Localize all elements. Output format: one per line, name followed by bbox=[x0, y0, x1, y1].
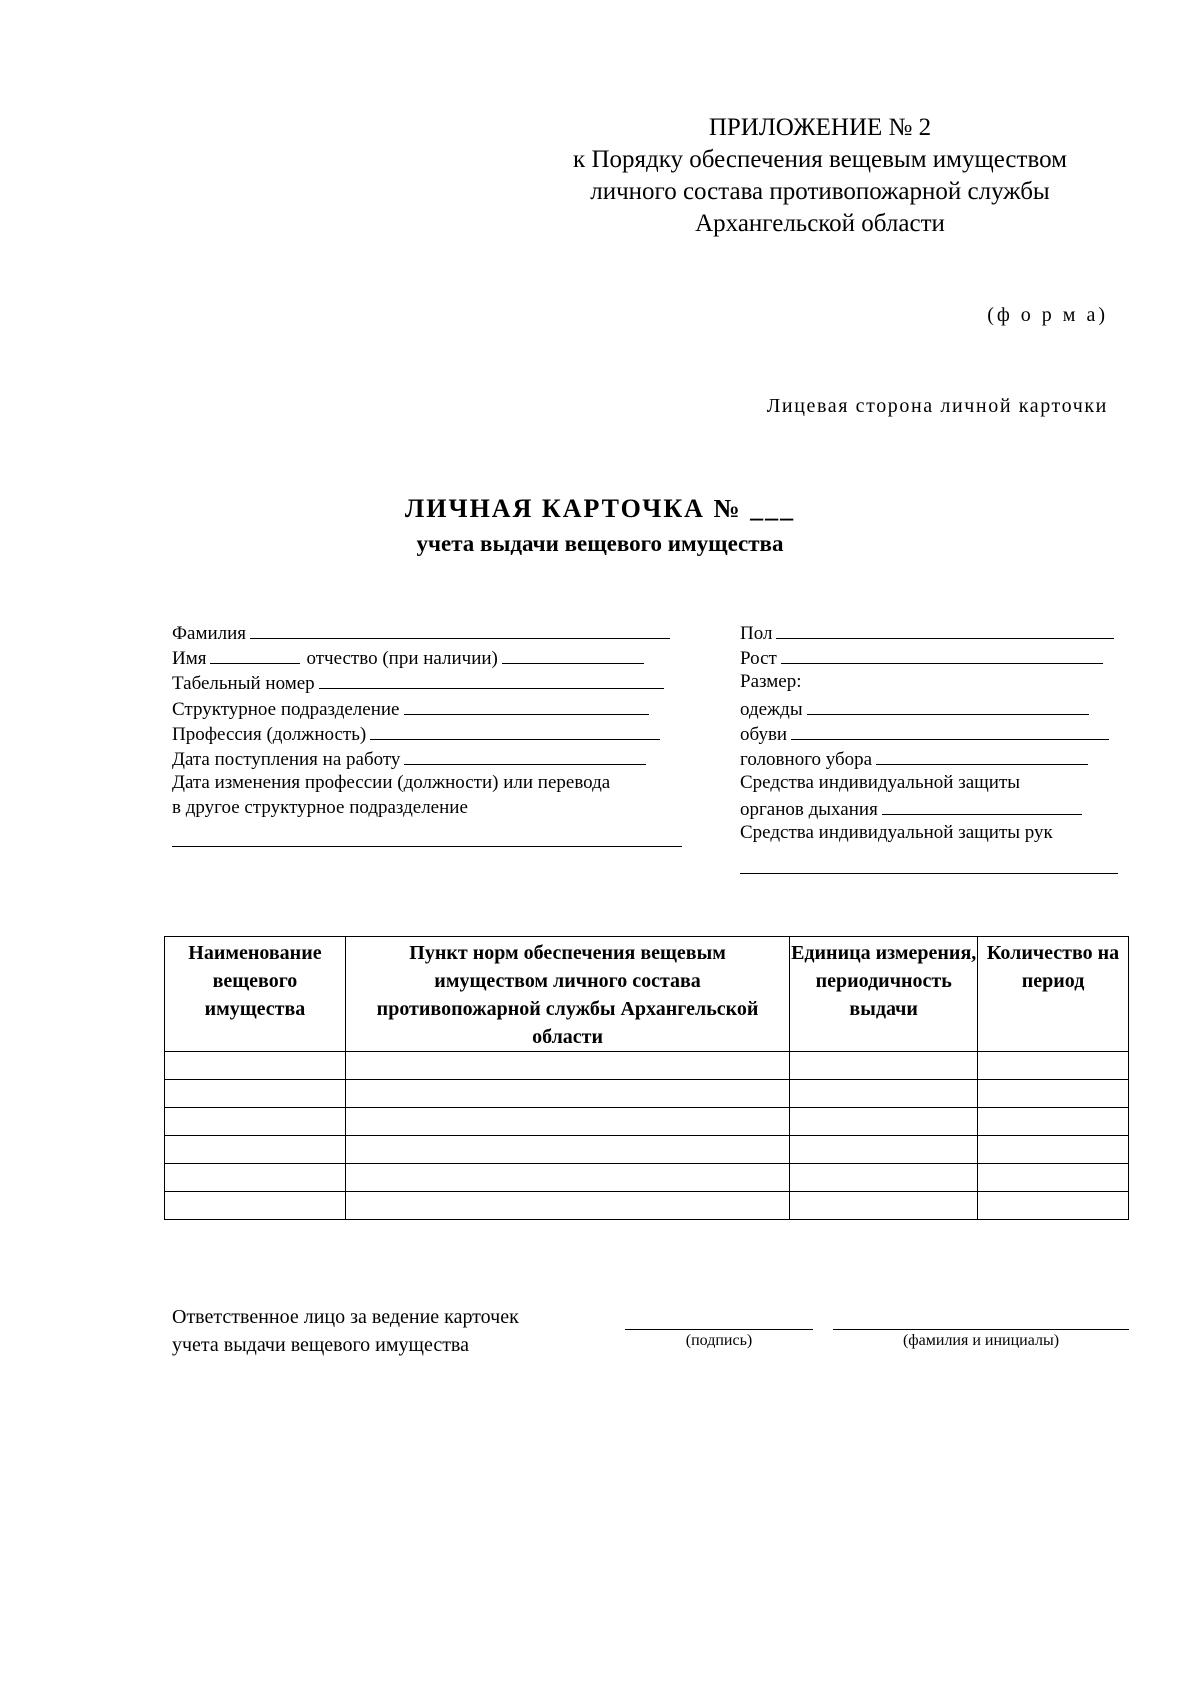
table-cell[interactable] bbox=[790, 1108, 978, 1136]
table-cell[interactable] bbox=[165, 1080, 346, 1108]
surname-field bbox=[172, 620, 670, 645]
height-label: Рост bbox=[740, 648, 777, 669]
division-label: Структурное подразделение bbox=[172, 699, 400, 720]
table-cell[interactable] bbox=[978, 1136, 1129, 1164]
table-cell[interactable] bbox=[345, 1052, 789, 1080]
height-line[interactable] bbox=[781, 645, 1103, 664]
headwear-field bbox=[740, 746, 1088, 771]
change-date-label-1: Дата изменения профессии (должности) или перевода bbox=[172, 772, 611, 793]
table-cell[interactable] bbox=[790, 1164, 978, 1192]
hand-protection-label: Средства индивидуальной защиты рук bbox=[740, 822, 1053, 843]
start-date-label: Дата поступления на работу bbox=[172, 749, 401, 770]
table-cell[interactable] bbox=[978, 1108, 1129, 1136]
table-row bbox=[165, 1080, 1129, 1108]
card-title: ЛИЧНАЯ КАРТОЧКА № ___ bbox=[404, 494, 796, 523]
table-row bbox=[165, 1192, 1129, 1220]
size-label: Размер: bbox=[740, 671, 802, 692]
start-date-field bbox=[172, 746, 646, 771]
division-field bbox=[172, 696, 649, 721]
table-cell[interactable] bbox=[165, 1164, 346, 1192]
col-quantity-header: Количество на период bbox=[978, 937, 1129, 1052]
issue-table bbox=[164, 936, 1129, 1220]
table-cell[interactable] bbox=[790, 1136, 978, 1164]
responsible-label-line2: учета выдачи вещевого имущества bbox=[172, 1334, 469, 1356]
table-cell[interactable] bbox=[345, 1192, 789, 1220]
shoes-field bbox=[740, 721, 1109, 746]
table-cell[interactable] bbox=[345, 1136, 789, 1164]
table-cell[interactable] bbox=[978, 1052, 1129, 1080]
tab-number-label: Табельный номер bbox=[172, 673, 315, 694]
shoes-label: обуви bbox=[740, 724, 788, 745]
responsible-person-label bbox=[172, 1303, 519, 1359]
table-cell[interactable] bbox=[165, 1108, 346, 1136]
start-date-line[interactable] bbox=[404, 746, 646, 765]
surname-label: Фамилия bbox=[172, 623, 247, 644]
patronymic-line[interactable] bbox=[502, 645, 644, 664]
profession-field bbox=[172, 721, 660, 746]
appendix-line: к Порядку обеспечения вещевым имуществом bbox=[573, 146, 1067, 173]
table-cell[interactable] bbox=[165, 1136, 346, 1164]
col-unit-header: Единица измерения, периодичность выдачи bbox=[790, 937, 978, 1052]
sex-label: Пол bbox=[740, 623, 773, 644]
table-cell[interactable] bbox=[978, 1164, 1129, 1192]
responsible-label-line1: Ответственное лицо за ведение карточек bbox=[172, 1306, 519, 1328]
clothes-field bbox=[740, 696, 1089, 721]
table-row bbox=[165, 1052, 1129, 1080]
col-norm-header: Пункт норм обеспечения вещевым имуществом личного состава противопожарной службы Архангельской области bbox=[345, 937, 789, 1052]
card-subtitle: учета выдачи вещевого имущества bbox=[416, 531, 784, 556]
table-row bbox=[165, 1136, 1129, 1164]
profession-line[interactable] bbox=[370, 721, 660, 740]
shoes-line[interactable] bbox=[791, 721, 1109, 740]
table-cell[interactable] bbox=[165, 1052, 346, 1080]
height-field bbox=[740, 645, 1103, 670]
table-cell[interactable] bbox=[345, 1080, 789, 1108]
table-cell[interactable] bbox=[345, 1108, 789, 1136]
change-date-line[interactable] bbox=[172, 846, 682, 847]
face-side-label: Лицевая сторона личной карточки bbox=[766, 395, 1108, 417]
headwear-line[interactable] bbox=[876, 746, 1088, 765]
name-field bbox=[172, 645, 644, 670]
table-cell[interactable] bbox=[790, 1052, 978, 1080]
resp-protection-field bbox=[740, 796, 1082, 821]
appendix-number: ПРИЛОЖЕНИЕ № 2 bbox=[708, 114, 932, 141]
full-name-line[interactable] bbox=[833, 1329, 1129, 1330]
hand-protection-line[interactable] bbox=[740, 873, 1118, 874]
change-date-label-2: в другое структурное подразделение bbox=[172, 797, 468, 818]
table-cell[interactable] bbox=[790, 1192, 978, 1220]
headwear-label: головного убора bbox=[740, 749, 873, 770]
signature-line[interactable] bbox=[625, 1329, 813, 1330]
name-line[interactable] bbox=[210, 645, 300, 664]
signature-caption: (подпись) bbox=[685, 1332, 753, 1349]
appendix-line: Архангельской области bbox=[695, 210, 945, 237]
sex-line[interactable] bbox=[776, 620, 1114, 639]
table-cell[interactable] bbox=[165, 1192, 346, 1220]
resp-protection-label-1: Средства индивидуальной защиты bbox=[740, 772, 1021, 793]
tab-number-line[interactable] bbox=[319, 670, 664, 689]
full-name-caption: (фамилия и инициалы) bbox=[902, 1332, 1060, 1349]
name-label: Имя bbox=[172, 648, 207, 669]
clothes-label: одежды bbox=[740, 699, 803, 720]
table-cell[interactable] bbox=[345, 1164, 789, 1192]
appendix-line: личного состава противопожарной службы bbox=[590, 178, 1050, 205]
surname-line[interactable] bbox=[250, 620, 670, 639]
table-row bbox=[165, 1108, 1129, 1136]
resp-protection-line[interactable] bbox=[882, 796, 1082, 815]
resp-protection-label-2: органов дыхания bbox=[740, 799, 878, 820]
division-line[interactable] bbox=[404, 696, 649, 715]
tab-number-field bbox=[172, 670, 664, 695]
appendix-header bbox=[520, 112, 1120, 240]
form-label: (ф о р м а) bbox=[987, 304, 1108, 326]
table-row bbox=[165, 1164, 1129, 1192]
profession-label: Профессия (должность) bbox=[172, 724, 367, 745]
col-item-name-header: Наименование вещевого имущества bbox=[165, 937, 346, 1052]
clothes-line[interactable] bbox=[807, 696, 1089, 715]
table-cell[interactable] bbox=[978, 1192, 1129, 1220]
table-header-row bbox=[165, 937, 1129, 1052]
table-cell[interactable] bbox=[790, 1080, 978, 1108]
table-cell[interactable] bbox=[978, 1080, 1129, 1108]
patronymic-label: отчество (при наличии) bbox=[306, 648, 498, 669]
sex-field bbox=[740, 620, 1114, 645]
